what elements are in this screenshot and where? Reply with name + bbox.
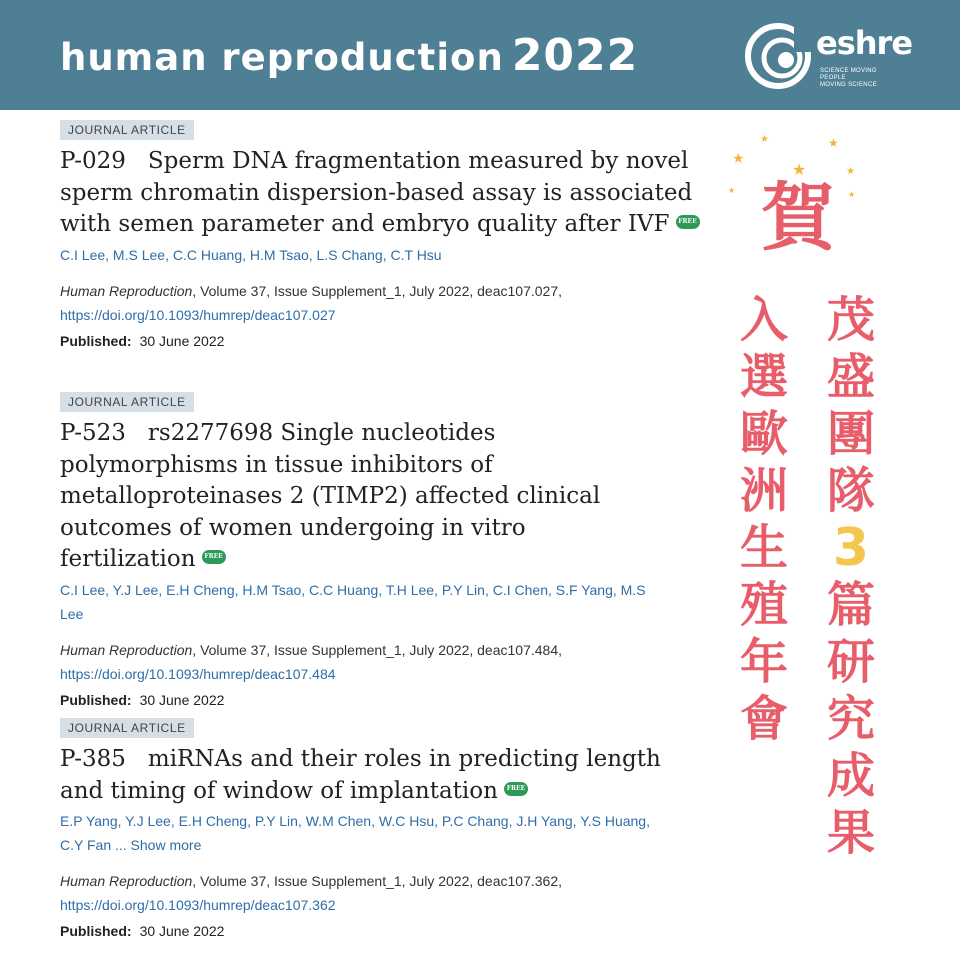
sparkle-star-icon: ★ bbox=[760, 134, 769, 145]
header-banner bbox=[0, 0, 960, 110]
article-id: P-523 bbox=[60, 420, 126, 446]
announcement-right-column: 茂 盛 團 隊 3 篇 研 究 成 果 bbox=[822, 292, 880, 862]
free-access-icon: FREE bbox=[504, 782, 528, 796]
sparkle-star-icon: ★ bbox=[828, 136, 839, 150]
article-title[interactable] bbox=[60, 146, 700, 241]
article-title-text[interactable]: miRNAs and their roles in predicting length and timing of window of implantation bbox=[60, 746, 661, 804]
journal-name: human reproduction bbox=[60, 36, 504, 79]
author-link[interactable]: C.I Lee bbox=[60, 246, 106, 263]
article-title-text[interactable]: Sperm DNA fragmentation measured by novel sperm chromatin dispersion-based assay is associated with semen parameter and embryo quality after IVF bbox=[60, 148, 693, 237]
published-date: Published: 30 June 2022 bbox=[60, 691, 225, 708]
author-link[interactable]: W.C Hsu bbox=[378, 813, 435, 829]
free-access-icon: FREE bbox=[676, 215, 700, 229]
doi-link[interactable]: https://doi.org/10.1093/humrep/deac107.362 bbox=[60, 897, 336, 913]
author-link[interactable]: J.H Yang bbox=[516, 813, 573, 829]
author-link[interactable]: M.S Lee bbox=[60, 581, 646, 622]
author-link[interactable]: E.P Yang bbox=[60, 813, 118, 829]
article-title[interactable] bbox=[60, 418, 620, 576]
sparkle-star-icon: ★ bbox=[792, 162, 807, 179]
author-link[interactable]: C.I Chen bbox=[492, 581, 548, 598]
author-list: C.I Lee, Y.J Lee, E.H Cheng, H.M Tsao, C.C Huang, T.H Lee, P.Y Lin, C.I Chen, S.F Yang, M.S Lee bbox=[60, 581, 646, 622]
citation: Human Reproduction, Volume 37, Issue Supplement_1, July 2022, deac107.362, bbox=[60, 873, 562, 889]
sparkle-star-icon: ★ bbox=[732, 150, 745, 166]
eshre-logo[interactable] bbox=[742, 20, 913, 92]
citation: Human Reproduction, Volume 37, Issue Supplement_1, July 2022, deac107.027, bbox=[60, 282, 562, 299]
sparkle-star-icon: ★ bbox=[848, 190, 856, 199]
banner-year: 2022 bbox=[511, 30, 639, 81]
article-title-text[interactable]: rs2277698 Single nucleotides polymorphisms in tissue inhibitors of metalloproteinases 2 (TIMP2) affected clinical outcomes of women undergoing in vitro fertilization bbox=[60, 420, 601, 572]
author-link[interactable]: C.Y Fan bbox=[60, 837, 112, 853]
banner-title bbox=[60, 30, 638, 81]
author-link[interactable]: T.H Lee bbox=[385, 581, 435, 598]
author-link[interactable]: P.C Chang bbox=[441, 813, 509, 829]
citation: Human Reproduction, Volume 37, Issue Supplement_1, July 2022, deac107.484, bbox=[60, 641, 562, 658]
free-access-icon: FREE bbox=[202, 550, 226, 564]
published-date: Published: 30 June 2022 bbox=[60, 332, 225, 349]
author-link[interactable]: P.Y Lin bbox=[254, 813, 298, 829]
author-list: C.I Lee, M.S Lee, C.C Huang, H.M Tsao, L.S Chang, C.T Hsu bbox=[60, 246, 442, 263]
article-type-badge: JOURNAL ARTICLE bbox=[60, 392, 194, 412]
author-link[interactable]: C.T Hsu bbox=[390, 246, 442, 263]
published-date: Published: 30 June 2022 bbox=[60, 923, 225, 939]
article-card bbox=[60, 120, 700, 353]
article-card bbox=[60, 392, 700, 712]
author-link[interactable]: C.C Huang bbox=[172, 246, 243, 263]
journal-title: Human Reproduction bbox=[60, 282, 193, 299]
author-link[interactable]: E.H Cheng bbox=[178, 813, 248, 829]
doi-link[interactable]: https://doi.org/10.1093/humrep/deac107.027 bbox=[60, 306, 336, 323]
author-link[interactable]: S.F Yang bbox=[555, 581, 613, 598]
article-title[interactable] bbox=[60, 744, 680, 807]
eshre-tagline: SCIENCE MOVING PEOPLE MOVING SCIENCE bbox=[820, 68, 877, 88]
congratulations-character: 賀 bbox=[761, 175, 835, 261]
author-link[interactable]: C.C Huang bbox=[309, 581, 379, 598]
show-more-link[interactable]: ... Show more bbox=[115, 837, 202, 853]
sparkle-star-icon: ★ bbox=[728, 186, 736, 195]
doi-link[interactable]: https://doi.org/10.1093/humrep/deac107.484 bbox=[60, 665, 336, 682]
author-link[interactable]: P.Y Lin bbox=[441, 581, 485, 598]
author-link[interactable]: M.S Lee bbox=[112, 246, 166, 263]
author-link[interactable]: W.M Chen bbox=[305, 813, 372, 829]
author-link[interactable]: Y.J Lee bbox=[125, 813, 171, 829]
article-type-badge: JOURNAL ARTICLE bbox=[60, 120, 194, 140]
sparkle-star-icon: ★ bbox=[846, 166, 855, 177]
author-link[interactable]: Y.S Huang bbox=[580, 813, 647, 829]
author-link[interactable]: H.M Tsao bbox=[249, 246, 309, 263]
article-id: P-385 bbox=[60, 746, 126, 772]
author-link[interactable]: H.M Tsao bbox=[242, 581, 302, 598]
paper-count: 3 bbox=[832, 518, 870, 578]
article-card bbox=[60, 718, 700, 943]
author-link[interactable]: L.S Chang bbox=[316, 246, 383, 263]
announcement-left-column: 入 選 歐 洲 生 殖 年 會 bbox=[739, 292, 788, 747]
article-type-badge: JOURNAL ARTICLE bbox=[60, 718, 194, 738]
article-id: P-029 bbox=[60, 148, 126, 174]
author-link[interactable]: E.H Cheng bbox=[166, 581, 235, 598]
journal-title: Human Reproduction bbox=[60, 641, 193, 658]
author-link[interactable]: Y.J Lee bbox=[112, 581, 159, 598]
author-list: E.P Yang, Y.J Lee, E.H Cheng, P.Y Lin, W.M Chen, W.C Hsu, P.C Chang, J.H Yang, Y.S Huang, C.Y Fan ... Show more bbox=[60, 813, 650, 853]
journal-title: Human Reproduction bbox=[60, 873, 193, 889]
eshre-wordmark: eshre bbox=[816, 24, 913, 62]
eshre-swirl-icon bbox=[742, 20, 816, 92]
author-link[interactable]: C.I Lee bbox=[60, 581, 106, 598]
